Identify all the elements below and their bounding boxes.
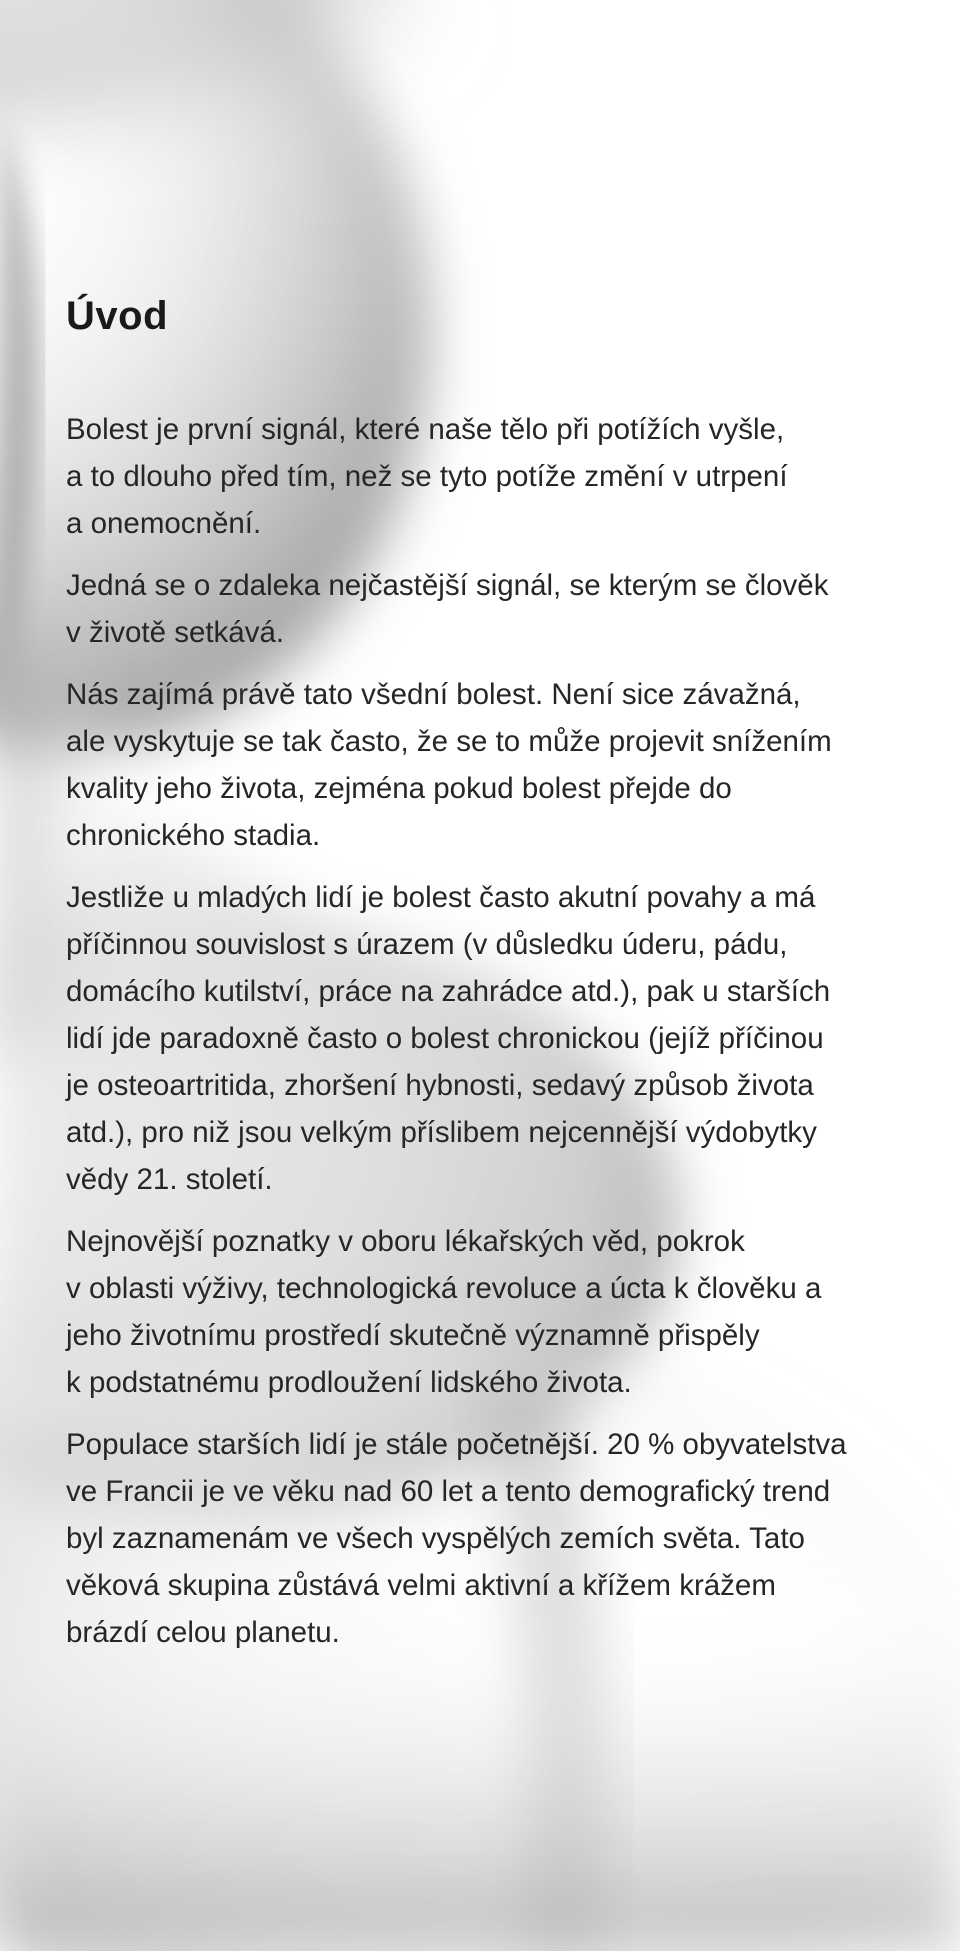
text-line: v životě setkává. [66,616,285,649]
text-line: Nejnovější poznatky v oboru lékařských věd, pokrok [66,1225,745,1258]
text-line: atd.), pro niž jsou velkým příslibem nejcennější výdobytky [66,1116,817,1149]
text-line: jeho životnímu prostředí skutečně významně přispěly [66,1319,760,1352]
text-line: Populace starších lidí je stále početnější. 20 % obyvatelstva [66,1428,847,1461]
text-line: a to dlouho před tím, než se tyto potíže změní v utrpení [66,460,788,493]
paragraph [66,406,946,547]
text-line: ve Francii je ve věku nad 60 let a tento demografický trend [66,1475,831,1508]
page-title: Úvod [66,294,168,338]
text-line: v oblasti výživy, technologická revoluce a úcta k člověku a [66,1272,822,1305]
text-line: brázdí celou planetu. [66,1616,340,1649]
text-line: ale vyskytuje se tak často, že se to může projevit snížením [66,725,832,758]
text-line: byl zaznamenám ve všech vyspělých zemích světa. Tato [66,1522,805,1555]
paragraph [66,562,946,656]
text-line: domácího kutilství, práce na zahrádce atd.), pak u starších [66,975,831,1008]
text-line: lidí jde paradoxně často o bolest chronickou (jejíž příčinou [66,1022,824,1055]
text-line: a onemocnění. [66,507,262,540]
text-line: je osteoartritida, zhoršení hybnosti, sedavý způsob života [66,1069,814,1102]
paragraph [66,1218,946,1406]
article-body [66,406,946,1656]
paragraph [66,874,946,1203]
text-line: Jedná se o zdaleka nejčastější signál, se kterým se člověk [66,569,829,602]
text-line: k podstatnému prodloužení lidského života. [66,1366,632,1399]
text-line: Nás zajímá právě tato všední bolest. Není sice závažná, [66,678,801,711]
text-line: Bolest je první signál, které naše tělo při potížích vyšle, [66,413,785,446]
text-line: kvality jeho života, zejména pokud bolest přejde do [66,772,732,805]
text-line: vědy 21. století. [66,1163,273,1196]
paragraph [66,671,946,859]
article [66,288,946,1671]
paragraph [66,1421,946,1656]
text-line: Jestliže u mladých lidí je bolest často akutní povahy a má [66,881,816,914]
text-line: chronického stadia. [66,819,321,852]
text-line: věková skupina zůstává velmi aktivní a křížem krážem [66,1569,776,1602]
text-line: příčinnou souvislost s úrazem (v důsledku úderu, pádu, [66,928,788,961]
